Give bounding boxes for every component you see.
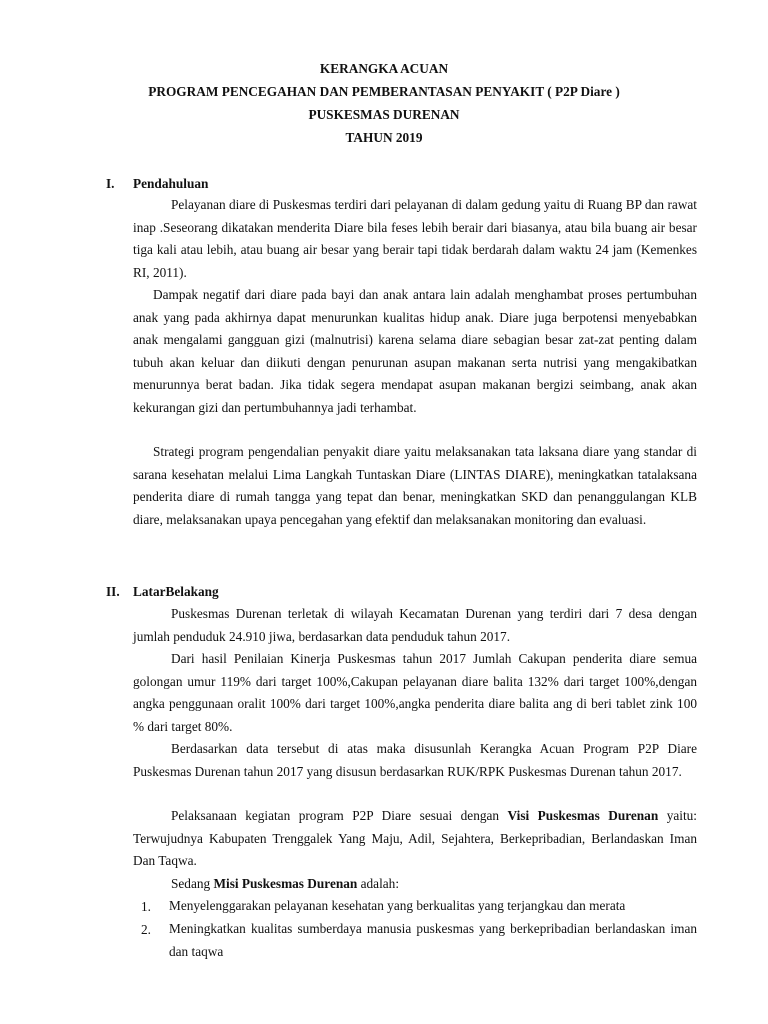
section1-paragraph2: Dampak negatif dari diare pada bayi dan anak antara lain adalah menghambat proses pertumbuhan anak yang pada akhirnya dapat menurunkan kualitas hidup anak. Diare juga berpotensi menyebabkan anak mengalami gangguan gizi (malnutrisi) karena selama diare sebagian besar zat-zat penting dalam tubuh akan keluar dan diikuti dengan penurunan asupan makanan serta nutrisi yang mengakibatkan menurunnya berat badan. Jika tidak segera mendapat asupan makanan bergizi seimbang, anak akan kekurangan gizi dan pertumbuhannya jadi terhambat. [133,287,697,415]
section2-heading: LatarBelakang [133,584,219,599]
visi-label: Visi Puskesmas Durenan [507,808,659,823]
section1-paragraph3: Strategi program pengendalian penyakit diare yaitu melaksanakan tata laksana diare yang standar di sarana kesehatan melalui Lima Langkah Tuntaskan Diare (LINTAS DIARE), meningkatkan tatalaksana penderita diare di rumah tangga yang tepat dan benar, meningkatkan SKD dan penanggulangan KLB diare, melaksanakan upaya pencegahan yang efektif dan melaksanakan monitoring dan evaluasi. [133,444,697,527]
section2-paragraph4: Pelaksanaan kegiatan program P2P Diare sesuai dengan Visi Puskesmas Durenan yaitu: Terwujudnya Kabupaten Trenggalek Yang Maju, Adil, Sejahtera, Berkepribadian, Berlandaskan Iman Dan Taqwa. [133,808,697,868]
section2-paragraph2: Dari hasil Penilaian Kinerja Puskesmas tahun 2017 Jumlah Cakupan penderita diare semua golongan umur 119% dari target 100%,Cakupan pelayanan diare balita 132% dari target 100%,dengan angka penggunaan oralit 100% dari target 100%,angka penderita diare balita ang di beri tablet zink 100 % dari target 80%. [133,651,697,734]
misi-item-1-number: 1. [141,899,151,914]
doc-title-line1: KERANGKA ACUAN [319,61,449,76]
section1-paragraph1: Pelayanan diare di Puskesmas terdiri dari pelayanan di dalam gedung yaitu di Ruang BP dan rawat inap .Seseorang dikatakan menderita Diare bila feses lebih berair dari biasanya, atau bila buang air besar tiga kali atau lebih, atau buang air besar yang berair tapi tidak berdarah dalam waktu 24 jam (Kemenkes RI, 2011). [133,197,697,280]
section2-paragraph5: Sedang Misi Puskesmas Durenan adalah: [171,876,400,891]
misi-label: Misi Puskesmas Durenan [213,876,358,891]
doc-title-line4: TAHUN 2019 [345,130,423,145]
misi-item-1-text: Menyelenggarakan pelayanan kesehatan yang berkualitas yang terjangkau dan merata [169,898,626,913]
doc-title-line2: PROGRAM PENCEGAHAN DAN PEMBERANTASAN PENYAKIT ( P2P Diare ) [148,84,620,99]
section1-heading: Pendahuluan [133,176,209,191]
section2-number: II. [106,584,120,599]
section1-number: I. [106,176,115,191]
section2-paragraph3: Berdasarkan data tersebut di atas maka disusunlah Kerangka Acuan Program P2P Diare Puskesmas Durenan tahun 2017 yang disusun berdasarkan RUK/RPK Puskesmas Durenan tahun 2017. [133,741,697,779]
doc-title-line3: PUSKESMAS DURENAN [308,107,460,122]
misi-item-2-number: 2. [141,922,151,937]
misi-item-2-text: Meningkatkan kualitas sumberdaya manusia puskesmas yang berkepribadian berlandaskan iman dan taqwa [169,921,697,959]
section2-paragraph1: Puskesmas Durenan terletak di wilayah Kecamatan Durenan yang terdiri dari 7 desa dengan jumlah penduduk 24.910 jiwa, berdasarkan data penduduk tahun 2017. [133,606,697,644]
